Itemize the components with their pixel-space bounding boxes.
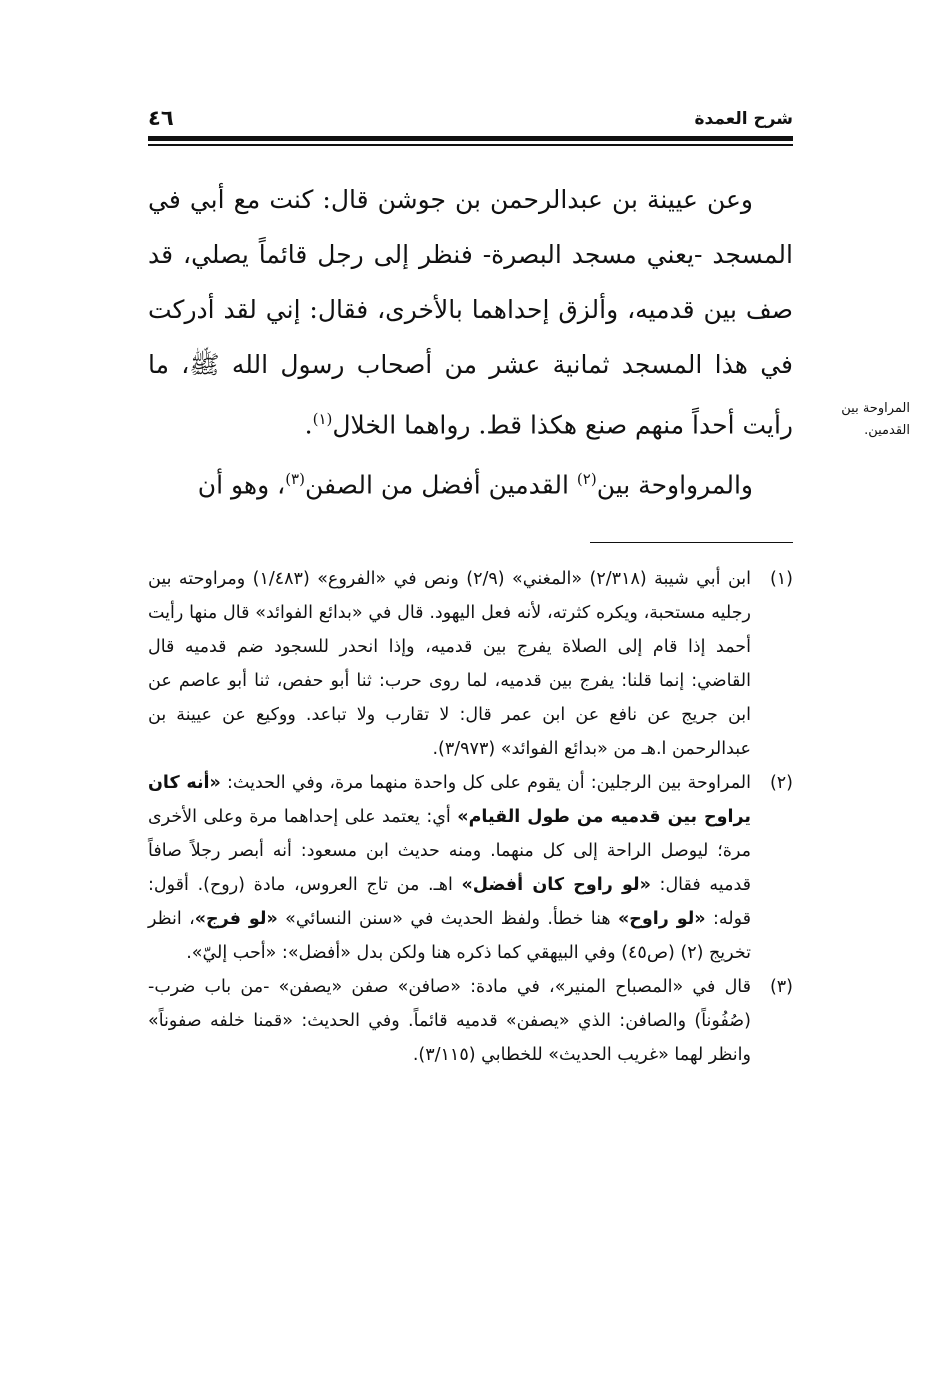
footnote-text-part: أي: يعتمد على إحداهما مرة وعلى الأخرى مرة؛ ليوصل الراحة إلى كل منهما. ومنه حديث ابن مسعود: أنه أبصر رجلاً صافاً قدميه فقال: [148, 807, 751, 895]
footnote-text-part: ، انظر تخريج (٢) (ص٤٥) وفي البيهقي كما ذكره هنا ولكن بدل «أفضل»: «أحب إليّ». [148, 909, 751, 963]
footnote-ref-3: (٣) [285, 470, 305, 489]
paragraph-1-text: وعن عيينة بن عبدالرحمن بن جوشن قال: كنت مع أبي في المسجد -يعني مسجد البصرة- فنظر إلى رجل قائماً يصلي، قد صف بين قدميه، وألزق إحداهما بالأخرى، فقال: إني لقد أدركت في هذا المسجد ثمانية عشر من أصحاب رسول الله ﷺ، ما رأيت أحداً منهم صنع هكذا قط. رواهما الخلال [148, 185, 793, 440]
footnotes [148, 562, 793, 1072]
footnote-ref-2: (٢) [576, 470, 597, 489]
hadith-quote: «لو فرج» [194, 909, 278, 929]
hadith-quote: «لو راوح» [618, 909, 706, 929]
page-number: ٤٦ [148, 106, 174, 130]
footnote-text: ابن أبي شيبة (٢/٣١٨) «المغني» (٢/٩) ونص في «الفروع» (١/٤٨٣) ومراوحته بين رجليه مستحبة، ويكره كثرته، لأنه فعل اليهود. قال في «بدائع الفوائد» قال منها رأيت أحمد إذا قام إلى الصلاة يفرج بين قدميه، وإذا انحدر للسجود ضم قدميه قال القاضي: إنما قلنا: يفرج بين قدميه، لما روى حرب: ثنا أبو حفص، ثنا أبو عاصم عن ابن جريج عن نافع عن ابن عمر قال: لا تقارب ولا تباعد. ووكيع عن عيينة بن عبدالرحمن ا.هـ من «بدائع الفوائد» (٣/٩٧٣). [148, 569, 751, 759]
footnote-text: قال في «المصباح المنير»، في مادة: «صافن» صفن «يصفن» -من باب ضرب- (صُفُوناً) والصافن: الذي «يصفن» قدميه قائماً. وفي الحديث: «قمنا خلفه صفوناً» وانظر لهما «غريب الحديث» للخطابي (٣/١١٥). [148, 977, 751, 1065]
footnote-separator [590, 542, 793, 543]
footnote-text-part: المراوحة بين الرجلين: أن يقوم على كل واحدة منهما مرة، وفي الحديث: [220, 773, 752, 793]
main-text [148, 172, 793, 513]
paragraph-2 [148, 452, 793, 512]
footnote-ref-1: (١) [312, 410, 333, 428]
paragraph-1 [148, 172, 793, 452]
paragraph-1-end: . [304, 410, 313, 440]
running-header [148, 108, 793, 130]
footnote-text [148, 766, 751, 970]
footnote-2 [148, 766, 793, 970]
footnote-text-part: هنا خطأ. ولفظ الحديث في «سنن النسائي» [277, 909, 618, 929]
footnote-text-part: اهـ. من تاج العروس، مادة (روح). أقول: قوله: [148, 875, 751, 929]
paragraph-2-text-c: ، وهو أن [197, 470, 286, 500]
footnote-number: (١) [769, 569, 793, 589]
margin-note: المراوحة بين القدمين. [841, 401, 910, 438]
footnote-number: (٢) [769, 773, 793, 793]
paragraph-2-text-b: القدمين أفضل من الصفن [304, 470, 577, 500]
hadith-quote: «أنه كان يراوح بين قدميه من طول القيام» [148, 773, 751, 827]
hadith-quote: «لو راوح كان أفضل» [461, 875, 651, 895]
paragraph-2-text-a: والمرواوحة بين [596, 470, 753, 500]
footnote-1 [148, 562, 793, 766]
footnote-number: (٣) [769, 977, 793, 997]
header-rule-thick [148, 136, 793, 141]
header-rule-thin [148, 144, 793, 146]
footnote-3 [148, 970, 793, 1072]
book-title: شرح العمدة [694, 109, 793, 129]
